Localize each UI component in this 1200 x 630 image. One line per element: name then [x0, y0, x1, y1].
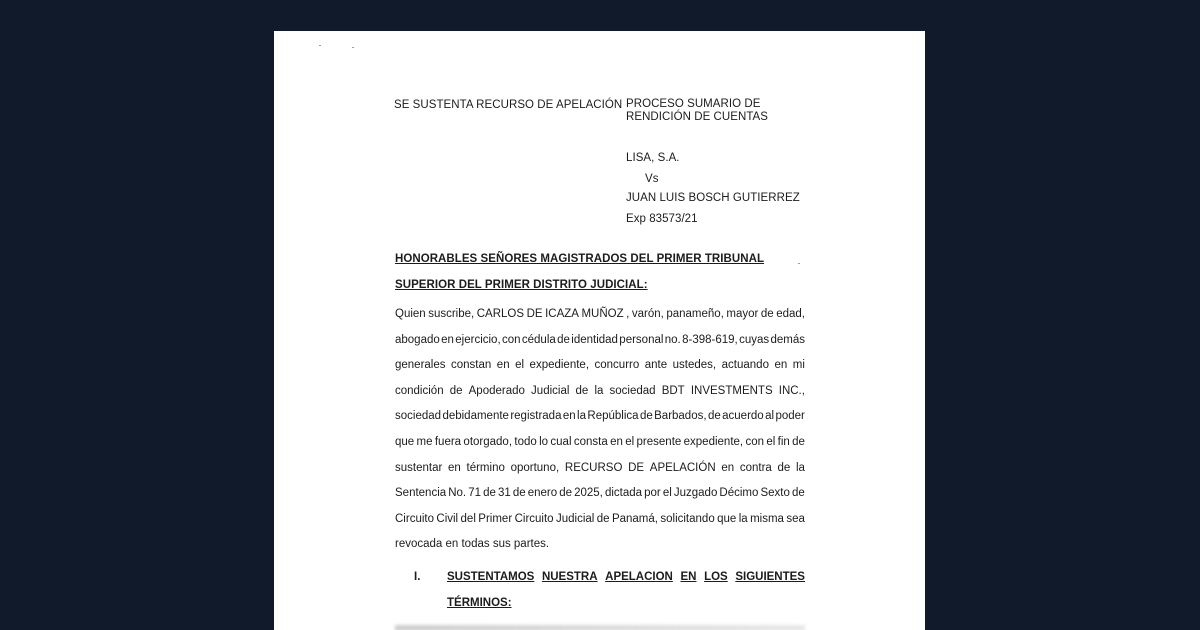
word: en — [610, 435, 623, 448]
word: de — [791, 487, 805, 500]
word: ante — [644, 359, 668, 372]
faded-next-line — [395, 625, 805, 630]
scan-speck — [798, 263, 800, 264]
word: identidad — [571, 333, 618, 346]
word: de — [483, 487, 496, 500]
word: en — [721, 461, 735, 474]
document-title: SE SUSTENTA RECURSO DE APELACIÓN — [394, 99, 623, 111]
body-line — [395, 436, 805, 462]
word: consta — [573, 435, 608, 448]
word: la — [738, 512, 748, 525]
word: en — [496, 359, 510, 372]
word: Civil — [436, 512, 459, 525]
word: EN — [680, 571, 697, 583]
word: debidamente — [442, 410, 509, 423]
word: de — [512, 487, 526, 500]
word: concurro — [594, 359, 640, 372]
word: fin — [777, 435, 790, 448]
word: el — [766, 435, 776, 448]
word: Décimo — [719, 487, 759, 500]
word: de — [575, 384, 589, 397]
word: en — [774, 359, 788, 372]
word: por — [644, 487, 661, 500]
word: me — [416, 435, 433, 448]
document-page — [274, 31, 925, 630]
word: Apoderado — [468, 384, 525, 397]
word: Panamá, — [611, 512, 658, 525]
word: ustedes, — [672, 359, 717, 372]
word: no. — [664, 333, 681, 346]
word: presente — [636, 435, 682, 448]
word: cédula — [521, 333, 556, 346]
body-line — [395, 462, 805, 488]
word: constan — [451, 359, 492, 372]
word: DE — [526, 308, 543, 320]
word: INC., — [778, 384, 805, 397]
word: CARLOS — [476, 308, 525, 320]
body-line — [395, 385, 805, 411]
word: No. — [448, 487, 467, 500]
word: DE — [628, 461, 645, 474]
section-number: I. — [414, 571, 421, 583]
word: Circuito — [395, 512, 434, 525]
word: MUÑOZ — [581, 308, 624, 320]
body-line — [395, 513, 805, 539]
word: expediente, — [529, 359, 590, 372]
salutation-line1: HONORABLES SEÑORES MAGISTRADOS DEL PRIMER TRIBUNAL — [395, 253, 765, 265]
word: en — [562, 410, 576, 423]
word: Judicial — [531, 384, 570, 397]
section-title-line2: TÉRMINOS: — [447, 597, 512, 609]
word: abogado — [395, 333, 440, 346]
word: cuyas — [739, 333, 770, 346]
word: que — [717, 512, 737, 525]
word: de — [639, 410, 653, 423]
word: sea — [786, 512, 805, 525]
word: expediente, — [683, 435, 744, 448]
word: Primer — [478, 512, 513, 525]
scan-speck — [319, 45, 321, 46]
word: panameño, — [666, 308, 724, 320]
word: Sentencia — [395, 487, 447, 500]
word: mayor — [726, 308, 759, 320]
word: término — [466, 461, 505, 474]
word: de — [792, 435, 805, 448]
word: la — [594, 384, 604, 397]
process-type-line2: RENDICIÓN DE CUENTAS — [626, 111, 768, 123]
word: demás — [770, 333, 805, 346]
word: al — [765, 410, 775, 423]
body-line — [395, 334, 805, 360]
process-type-line1: PROCESO SUMARIO DE — [626, 98, 761, 110]
word: 71 — [468, 487, 482, 500]
word: actuando — [721, 359, 769, 372]
body-line — [395, 359, 805, 385]
body-line — [395, 308, 805, 334]
body-paragraph — [395, 308, 805, 564]
word: contra — [739, 461, 772, 474]
versus-label: Vs — [645, 173, 659, 185]
word: de — [559, 487, 573, 500]
word: APELACION — [605, 571, 673, 583]
word: de — [449, 384, 463, 397]
salutation-line2: SUPERIOR DEL PRIMER DISTRITO JUDICIAL: — [395, 279, 648, 291]
body-line — [395, 487, 805, 513]
word: Circuito — [514, 512, 554, 525]
word: de — [707, 410, 721, 423]
word: de — [777, 461, 791, 474]
word: edad, — [776, 308, 805, 320]
word: generales — [395, 359, 446, 372]
word: sustentar — [395, 461, 443, 474]
word: , — [626, 308, 630, 320]
word: RECURSO — [564, 461, 623, 474]
word: con — [745, 435, 764, 448]
word: SIGUIENTES — [735, 571, 805, 583]
word: Quien — [395, 308, 426, 320]
word: personal — [619, 333, 664, 346]
word: misma — [750, 512, 784, 525]
word: sociedad — [395, 410, 442, 423]
word: dictada — [604, 487, 643, 500]
word: APELACIÓN — [649, 461, 716, 474]
word: con — [502, 333, 521, 346]
word: NUESTRA — [541, 571, 598, 583]
word: 8-398-619, — [682, 333, 738, 346]
word: del — [460, 512, 476, 525]
word: de — [760, 308, 774, 320]
word: BDT — [661, 384, 685, 397]
word: registrada — [510, 410, 562, 423]
word: fuera — [434, 435, 462, 448]
word: otorgado, — [463, 435, 513, 448]
word: lo — [539, 435, 549, 448]
word: sociedad — [609, 384, 656, 397]
word: LOS — [704, 571, 728, 583]
word: 31 — [497, 487, 511, 500]
defendant-name: JUAN LUIS BOSCH GUTIERREZ — [626, 192, 800, 204]
word: cual — [550, 435, 572, 448]
word: oportuno, — [510, 461, 560, 474]
word: suscribe, — [428, 308, 475, 320]
word: poder — [775, 410, 805, 423]
word: Juzgado — [673, 487, 718, 500]
case-number: Exp 83573/21 — [626, 213, 698, 225]
scan-speck — [352, 47, 354, 48]
word: la — [577, 410, 586, 423]
word: el — [515, 359, 525, 372]
word: en — [441, 333, 454, 346]
word: Judicial — [555, 512, 595, 525]
word: de — [596, 512, 610, 525]
word: solicitando — [660, 512, 715, 525]
word: mi — [792, 359, 805, 372]
word: que — [395, 435, 415, 448]
word: República — [587, 410, 639, 423]
word: enero — [527, 487, 558, 500]
word: Barbados, — [654, 410, 707, 423]
word: INVESTMENTS — [690, 384, 773, 397]
word: ejercicio, — [455, 333, 501, 346]
word: el — [625, 435, 635, 448]
word: 2025, — [574, 487, 603, 500]
word: el — [662, 487, 672, 500]
word: ICAZA — [545, 308, 579, 320]
word: acuerdo — [722, 410, 764, 423]
body-line: revocada en todas sus partes. — [395, 538, 550, 551]
section-title-line1 — [447, 571, 805, 583]
word: de — [557, 333, 570, 346]
word: varón, — [631, 308, 664, 320]
body-line — [395, 410, 805, 436]
word: Sexto — [760, 487, 790, 500]
word: en — [448, 461, 461, 474]
plaintiff-name: LISA, S.A. — [626, 152, 680, 164]
word: condición — [395, 384, 444, 397]
word: SUSTENTAMOS — [447, 571, 535, 583]
word: todo — [514, 435, 537, 448]
word: la — [796, 461, 805, 474]
